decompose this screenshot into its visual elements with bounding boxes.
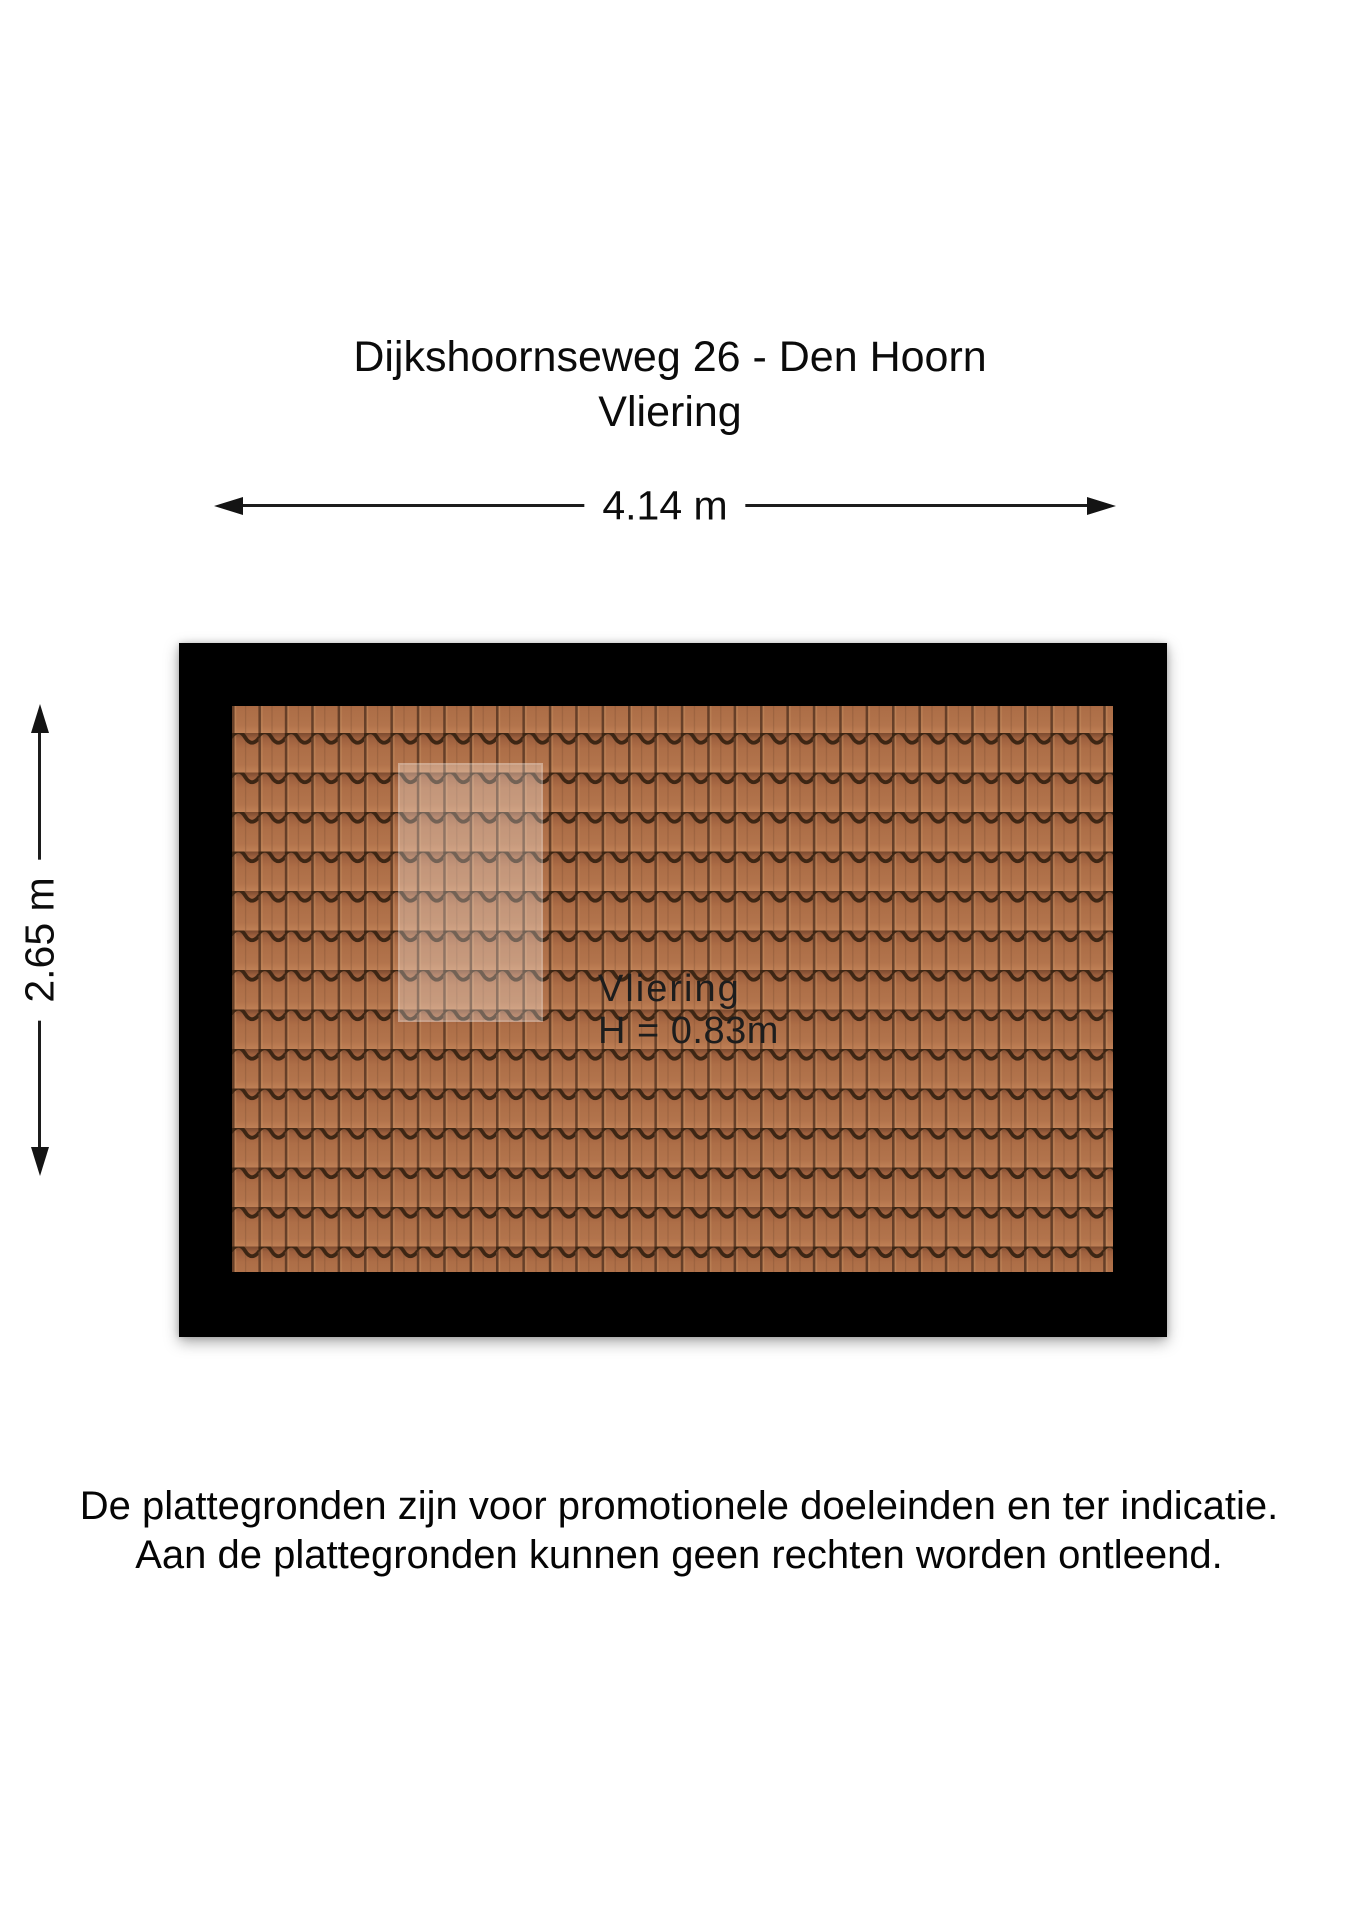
arrow-left-icon bbox=[214, 497, 243, 515]
room-label bbox=[598, 968, 779, 1052]
width-dimension bbox=[215, 482, 1115, 529]
skylight-window bbox=[398, 763, 543, 1022]
floorplan-frame bbox=[179, 643, 1167, 1337]
disclaimer-line1: De plattegronden zijn voor promotionele doeleinden en ter indicatie. bbox=[79, 1484, 1279, 1528]
arrow-up-icon bbox=[31, 704, 49, 733]
height-dimension bbox=[16, 705, 63, 1175]
disclaimer-line2: Aan de plattegronden kunnen geen rechten worden ontleend. bbox=[135, 1533, 1223, 1577]
height-dimension-label: 2.65 m bbox=[17, 859, 64, 1020]
disclaimer bbox=[0, 1482, 1358, 1580]
room-ceiling-height: H = 0.83m bbox=[598, 1010, 779, 1052]
room-name: Vliering bbox=[598, 968, 741, 1010]
roof-tile-area bbox=[232, 706, 1113, 1272]
arrow-right-icon bbox=[1087, 497, 1116, 515]
title-address: Dijkshoornseweg 26 - Den Hoorn bbox=[353, 333, 987, 381]
arrow-down-icon bbox=[31, 1147, 49, 1176]
width-dimension-label: 4.14 m bbox=[584, 483, 745, 530]
page-title bbox=[0, 330, 1340, 440]
title-floor-name: Vliering bbox=[598, 388, 742, 436]
